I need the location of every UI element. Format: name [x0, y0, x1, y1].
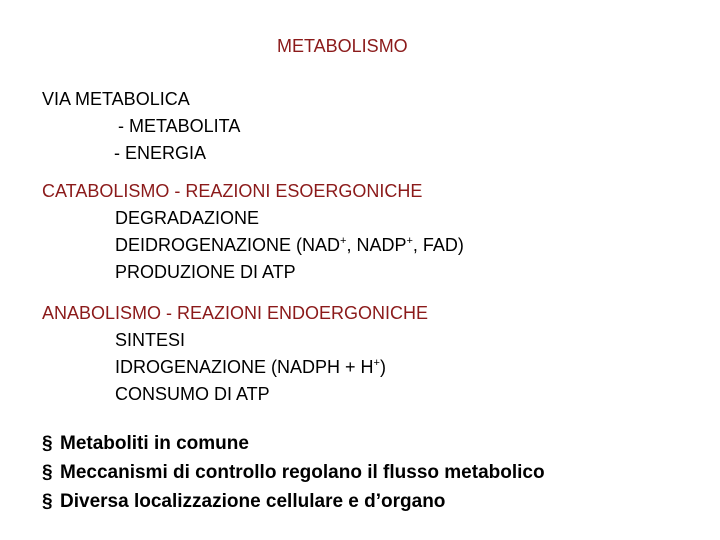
via-item-energia: - ENERGIA [114, 143, 207, 163]
bullet-text: Diversa localizzazione cellulare e d’organo [60, 491, 446, 512]
bullet-icon: § [42, 462, 53, 483]
bullet-text: Metaboliti in comune [60, 433, 249, 454]
catabolismo-deidrogenazione [115, 234, 464, 256]
anabolismo-heading: ANABOLISMO - REAZIONI ENDOERGONICHE [42, 303, 429, 323]
via-item-metabolita: - METABOLITA [118, 116, 241, 136]
idrogenazione-text-a: IDROGENAZIONE (NADPH + H [115, 357, 374, 377]
anabolismo-consumo-atp: CONSUMO DI ATP [115, 384, 270, 404]
bullet-text: Meccanismi di controllo regolano il flusso metabolico [60, 462, 545, 483]
deidrogenazione-text-c: , FAD) [412, 235, 464, 255]
catabolismo-degradazione: DEGRADAZIONE [115, 208, 260, 228]
bullet-item [42, 462, 545, 484]
deidrogenazione-text-a: DEIDROGENAZIONE (NAD [115, 235, 341, 255]
anabolismo-sintesi: SINTESI [115, 330, 186, 350]
superscript-plus: + [373, 357, 380, 369]
catabolismo-heading: CATABOLISMO - REAZIONI ESOERGONICHE [42, 181, 423, 201]
catabolismo-produzione-atp: PRODUZIONE DI ATP [115, 262, 296, 282]
bullet-item [42, 433, 249, 455]
bullet-item [42, 491, 445, 513]
bullet-icon: § [42, 433, 53, 454]
slide-title: METABOLISMO [277, 36, 408, 56]
superscript-plus: + [406, 235, 413, 247]
anabolismo-idrogenazione [115, 356, 386, 378]
via-heading: VIA METABOLICA [42, 89, 190, 109]
superscript-plus: + [340, 235, 347, 247]
deidrogenazione-text-b: , NADP [346, 235, 407, 255]
idrogenazione-text-b: ) [379, 357, 386, 377]
bullet-icon: § [42, 491, 53, 512]
